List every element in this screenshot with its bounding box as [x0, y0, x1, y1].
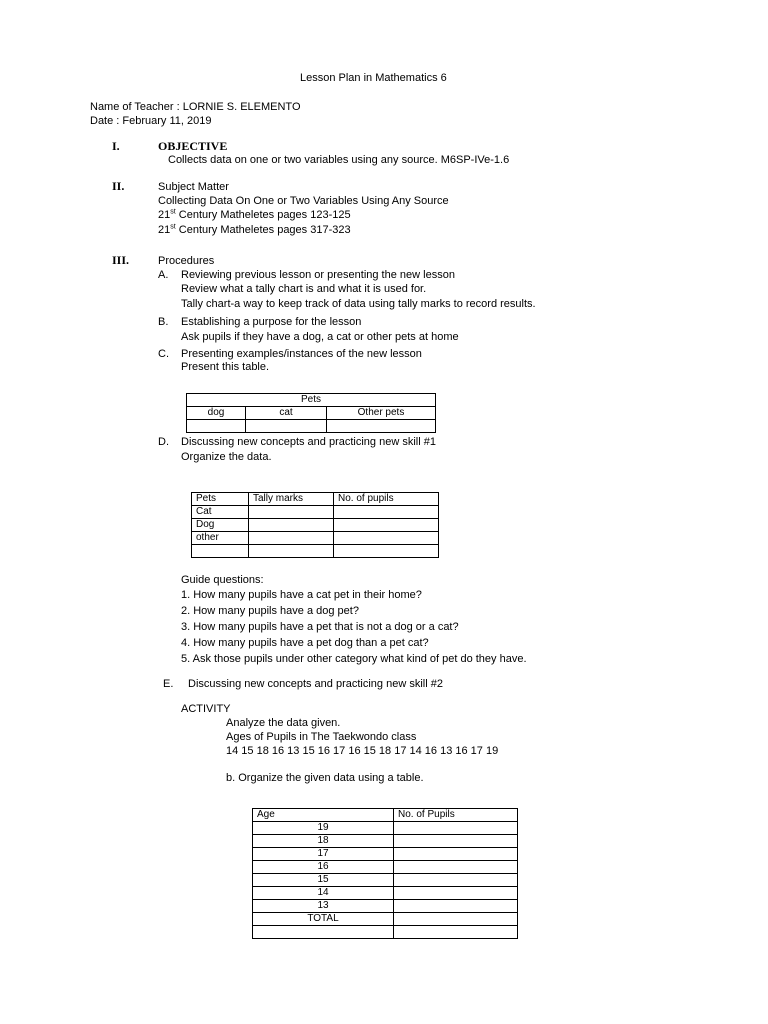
table-row [253, 822, 518, 835]
table-row [187, 407, 436, 420]
table-row [192, 506, 439, 519]
table-cell: 13 [253, 900, 394, 913]
activity-line2: Ages of Pupils in The Taekwondo class [226, 731, 417, 743]
subject-reference-1: 21st Century Matheletes pages 123-125 [158, 208, 351, 221]
teacher-name: Name of Teacher : LORNIE S. ELEMENTO [90, 101, 301, 113]
table-cell [249, 532, 334, 545]
table-header-cell: No. of Pupils [394, 809, 518, 822]
table-header-cell: Tally marks [249, 493, 334, 506]
table-cell [394, 848, 518, 861]
proc-a-title: Reviewing previous lesson or presenting the new lesson [181, 269, 455, 281]
table-cell: 16 [253, 861, 394, 874]
table-cell [394, 913, 518, 926]
table-row [253, 926, 518, 939]
table-cell: TOTAL [253, 913, 394, 926]
table-header-cell: Age [253, 809, 394, 822]
table-row [253, 835, 518, 848]
table-cell: other [192, 532, 249, 545]
guide-question-3: 3. How many pupils have a pet that is not a dog or a cat? [181, 621, 459, 633]
table-cell [394, 887, 518, 900]
table-header-cell: Pets [187, 394, 436, 407]
activity-line1: Analyze the data given. [226, 717, 341, 729]
table-cell: 15 [253, 874, 394, 887]
table-cell: Cat [192, 506, 249, 519]
table-cell [327, 420, 436, 433]
table-cell [394, 861, 518, 874]
table-row [187, 394, 436, 407]
table-cell: 14 [253, 887, 394, 900]
table-cell: 19 [253, 822, 394, 835]
proc-c-line1: Present this table. [181, 361, 270, 373]
proc-e-title: Discussing new concepts and practicing new skill #2 [188, 678, 443, 690]
proc-a-line2: Tally chart-a way to keep track of data using tally marks to record results. [181, 298, 536, 310]
table-cell [334, 519, 439, 532]
table-cell [249, 545, 334, 558]
proc-b-title: Establishing a purpose for the lesson [181, 316, 362, 328]
table-row [253, 900, 518, 913]
table-cell [394, 835, 518, 848]
section-heading-subject-matter: Subject Matter [158, 181, 229, 193]
activity-data-values: 14 15 18 16 13 15 16 17 16 15 18 17 14 16 13 16 17 19 [226, 745, 499, 757]
table-row [192, 532, 439, 545]
section-heading-procedures: Procedures [158, 255, 215, 267]
table-header-cell: Other pets [327, 407, 436, 420]
proc-d-title: Discussing new concepts and practicing new skill #1 [181, 436, 436, 448]
table-header-cell: cat [246, 407, 327, 420]
subject-matter-topic: Collecting Data On One or Two Variables Using Any Source [158, 195, 449, 207]
table-header-cell: dog [187, 407, 246, 420]
table-cell [334, 532, 439, 545]
table-cell [394, 822, 518, 835]
section-numeral-ii: II. [112, 179, 125, 193]
guide-question-4: 4. How many pupils have a pet dog than a pet cat? [181, 637, 429, 649]
proc-d-letter: D. [158, 436, 169, 448]
table-cell: Dog [192, 519, 249, 532]
table-cell [334, 545, 439, 558]
guide-question-1: 1. How many pupils have a cat pet in their home? [181, 589, 422, 601]
table-header-cell: Pets [192, 493, 249, 506]
table-cell [334, 506, 439, 519]
activity-label: ACTIVITY [181, 703, 231, 715]
guide-questions-title: Guide questions: [181, 574, 264, 586]
table-cell: 17 [253, 848, 394, 861]
table-row [253, 809, 518, 822]
guide-question-5: 5. Ask those pupils under other category what kind of pet do they have. [181, 653, 527, 665]
proc-d-line1: Organize the data. [181, 451, 272, 463]
table-row [253, 887, 518, 900]
section-numeral-iii: III. [112, 253, 130, 267]
proc-b-letter: B. [158, 316, 169, 328]
ages-table [252, 808, 518, 939]
table-cell: 18 [253, 835, 394, 848]
page-title: Lesson Plan in Mathematics 6 [300, 72, 447, 84]
table-cell [187, 420, 246, 433]
table-cell [394, 874, 518, 887]
table-cell [394, 926, 518, 939]
proc-a-line1: Review what a tally chart is and what it is used for. [181, 283, 427, 295]
table-row [253, 874, 518, 887]
table-cell [253, 926, 394, 939]
section-heading-objective: OBJECTIVE [158, 139, 228, 153]
table-row [253, 861, 518, 874]
tally-table [191, 492, 439, 558]
guide-question-2: 2. How many pupils have a dog pet? [181, 605, 359, 617]
proc-a-letter: A. [158, 269, 169, 281]
proc-e-letter: E. [163, 678, 174, 690]
proc-c-letter: C. [158, 348, 169, 360]
lesson-date: Date : February 11, 2019 [90, 115, 212, 127]
pets-table [186, 393, 436, 433]
table-header-cell: No. of pupils [334, 493, 439, 506]
table-row [192, 545, 439, 558]
table-row [192, 519, 439, 532]
table-cell [249, 506, 334, 519]
proc-b-line1: Ask pupils if they have a dog, a cat or other pets at home [181, 331, 459, 343]
table-row [253, 848, 518, 861]
section-numeral-i: I. [112, 139, 120, 153]
proc-c-title: Presenting examples/instances of the new lesson [181, 348, 422, 360]
table-row [253, 913, 518, 926]
table-cell [192, 545, 249, 558]
table-row [187, 420, 436, 433]
table-cell [249, 519, 334, 532]
subject-reference-2: 21st Century Matheletes pages 317-323 [158, 223, 351, 236]
table-cell [246, 420, 327, 433]
activity-instruction-b: b. Organize the given data using a table. [226, 772, 424, 784]
table-cell [394, 900, 518, 913]
table-row [192, 493, 439, 506]
objective-text: Collects data on one or two variables using any source. M6SP-IVe-1.6 [168, 154, 510, 166]
